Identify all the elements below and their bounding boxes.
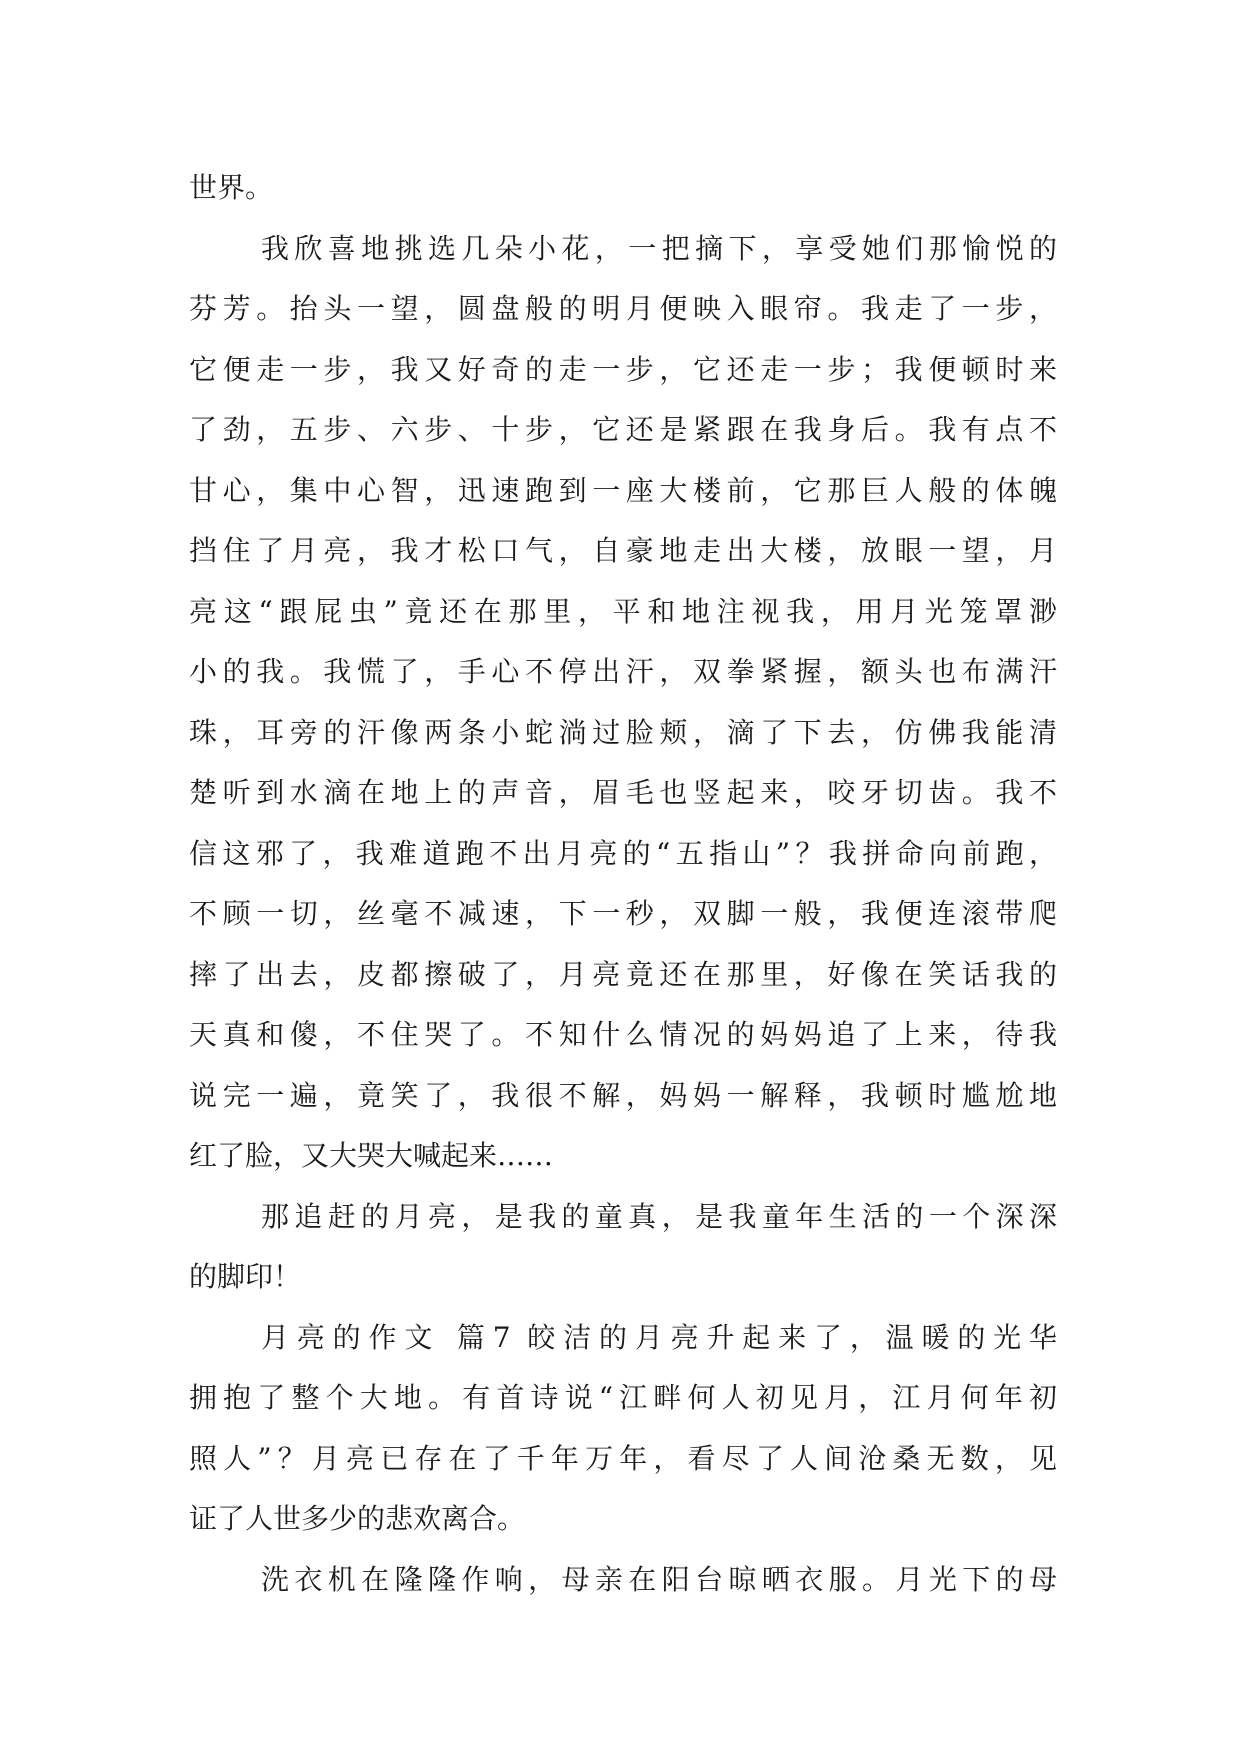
text-line: 芬芳。抬头一望，圆盘般的明月便映入眼帘。我走了一步， [189, 292, 1057, 325]
text-line: 信这邪了，我难道跑不出月亮的“五指山”？我拼命向前跑， [189, 836, 1057, 870]
text-line: 说完一遍，竟笑了，我很不解，妈妈一解释，我顿时尴尬地 [189, 1078, 1057, 1112]
text-line: 我欣喜地挑选几朵小花，一把摘下，享受她们那愉悦的 [261, 231, 1057, 265]
text-line: 摔了出去，皮都擦破了，月亮竟还在那里，好像在笑话我的 [189, 957, 1057, 991]
text-line: 不顾一切，丝毫不减速，下一秒，双脚一般，我便连滚带爬 [189, 897, 1057, 930]
text-line: 红了脸，又大哭大喊起来…… [189, 1139, 554, 1172]
text-line: 证了人世多少的悲欢离合。 [189, 1502, 526, 1535]
text-line: 珠，耳旁的汗像两条小蛇淌过脸颊，滴了下去，仿佛我能清 [189, 715, 1057, 749]
text-line: 甘心，集中心智，迅速跑到一座大楼前，它那巨人般的体魄 [189, 473, 1057, 507]
text-line: 那追赶的月亮，是我的童真，是我童年生活的一个深深 [261, 1199, 1057, 1233]
essay-body [189, 158, 1057, 1610]
text-line: 它便走一步，我又好奇的走一步，它还走一步；我便顿时来 [189, 352, 1057, 386]
text-line: 天真和傻，不住哭了。不知什么情况的妈妈追了上来，待我 [189, 1018, 1057, 1051]
text-line: 世界。 [189, 171, 274, 204]
text-line: 了劲，五步、六步、十步，它还是紧跟在我身后。我有点不 [189, 413, 1057, 446]
text-line: 的脚印！ [189, 1260, 302, 1293]
text-line: 亮这“跟屁虫”竟还在那里，平和地注视我，用月光笼罩渺 [189, 594, 1057, 628]
text-line: 拥抱了整个大地。有首诗说“江畔何人初见月，江月何年初 [189, 1381, 1057, 1414]
text-line: 洗衣机在隆隆作响，母亲在阳台晾晒衣服。月光下的母 [261, 1562, 1057, 1596]
text-line: 月亮的作文 篇7 皎洁的月亮升起来了，温暖的光华 [261, 1320, 1057, 1354]
text-line: 小的我。我慌了，手心不停出汗，双拳紧握，额头也布满汗 [189, 655, 1057, 688]
text-line: 挡住了月亮，我才松口气，自豪地走出大楼，放眼一望，月 [189, 534, 1057, 567]
text-line: 照人”？月亮已存在了千年万年，看尽了人间沧桑无数，见 [189, 1441, 1057, 1475]
text-line: 楚听到水滴在地上的声音，眉毛也竖起来，咬牙切齿。我不 [189, 776, 1057, 809]
